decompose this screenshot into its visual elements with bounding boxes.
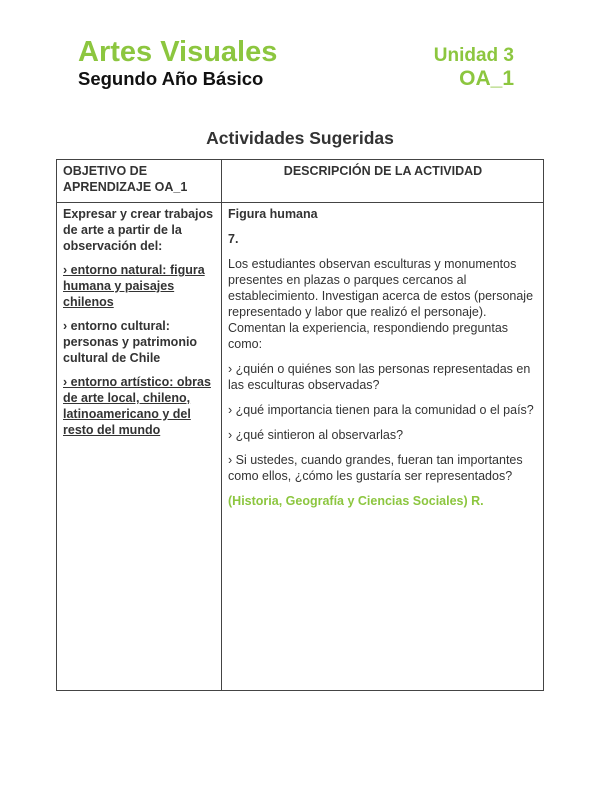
page-header bbox=[0, 0, 600, 100]
objective-code: OA_1 bbox=[459, 67, 514, 90]
activity-column-header: DESCRIPCIÓN DE LA ACTIVIDAD bbox=[283, 164, 483, 178]
activities-table bbox=[56, 159, 544, 691]
activity-question-2: › ¿qué importancia tienen para la comunidad o el país? bbox=[228, 403, 534, 417]
unit-label: Unidad 3 bbox=[433, 45, 514, 66]
grade-subtitle: Segundo Año Básico bbox=[78, 68, 264, 89]
column-divider bbox=[221, 160, 222, 690]
activity-question-1: › ¿quién o quiénes son las personas representadas en las esculturas observadas? bbox=[228, 362, 531, 392]
subject-title: Artes Visuales bbox=[78, 36, 278, 68]
objective-item-artistic: › entorno artístico: obras de arte local, chileno, latinoamericano y del resto del mundo bbox=[63, 375, 211, 437]
objective-intro: Expresar y crear trabajos de arte a partir de la observación del: bbox=[63, 207, 214, 253]
activity-description: Los estudiantes observan esculturas y monumentos presentes en plazas o parques cercanos al establecimiento. Investigan acerca de estos (personaje representado y labor que realizó el personaje). Comentan la experiencia, respondiendo preguntas como: bbox=[228, 257, 534, 351]
activity-question-4: › Si ustedes, cuando grandes, fueran tan importantes como ellos, ¿cómo les gustaría ser representados? bbox=[228, 453, 523, 483]
objective-column-header: OBJETIVO DE APRENDIZAJE OA_1 bbox=[63, 164, 188, 194]
objective-cell bbox=[63, 206, 215, 446]
header-row-divider bbox=[57, 202, 543, 203]
activity-question-3: › ¿qué sintieron al observarlas? bbox=[228, 428, 404, 442]
activity-heading: Figura humana bbox=[228, 207, 318, 221]
activity-number: 7. bbox=[228, 232, 239, 246]
objective-item-natural: › entorno natural: figura humana y paisajes chilenos bbox=[63, 263, 205, 309]
section-title: Actividades Sugeridas bbox=[206, 128, 394, 148]
cross-reference: (Historia, Geografía y Ciencias Sociales) R. bbox=[228, 494, 484, 508]
activity-cell bbox=[228, 206, 540, 518]
objective-item-cultural: › entorno cultural: personas y patrimonio cultural de Chile bbox=[63, 319, 198, 365]
